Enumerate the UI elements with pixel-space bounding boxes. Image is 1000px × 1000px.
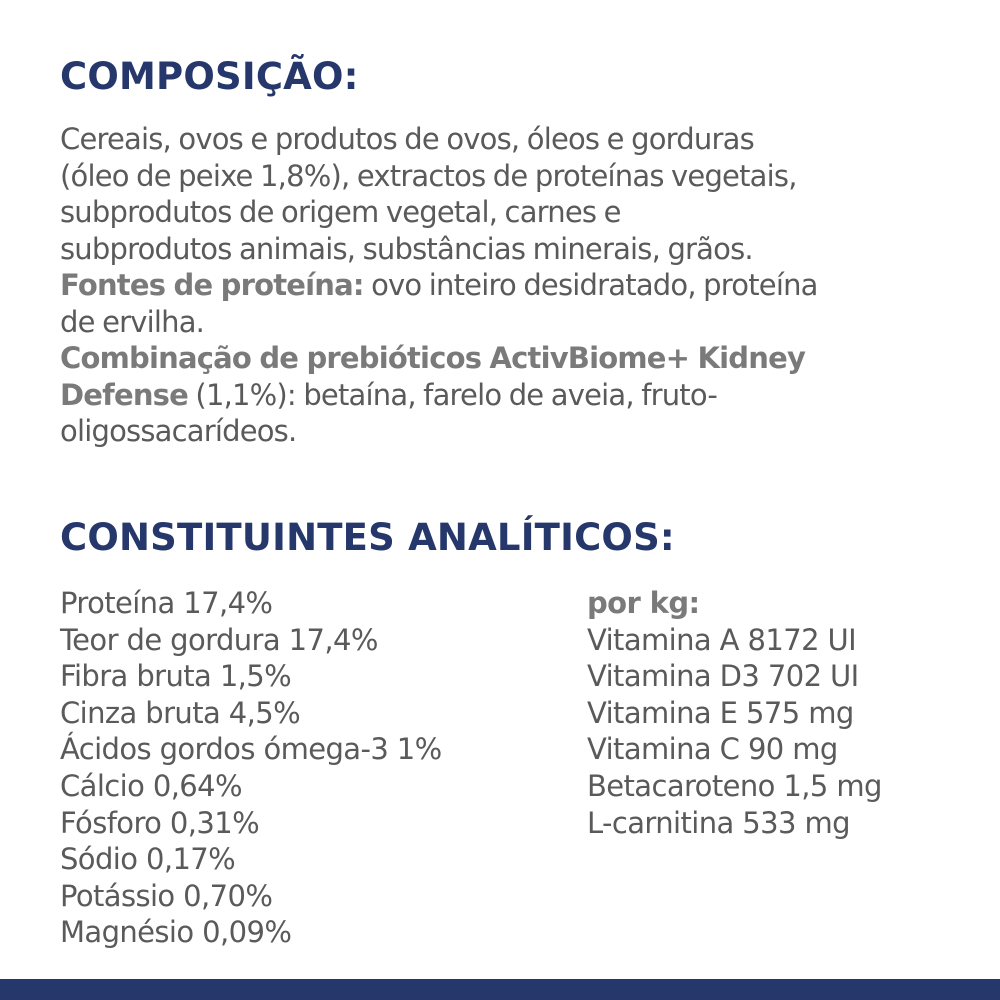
list-item: Cálcio 0,64%: [60, 768, 242, 803]
composition-heading: COMPOSIÇÃO:: [60, 55, 359, 98]
protein-sources-line: [60, 267, 980, 304]
list-item: Cinza bruta 4,5%: [60, 695, 301, 730]
list-item: Fósforo 0,31%: [60, 805, 260, 840]
prebiotic-label: Combinação de prebióticos ActivBiome+ Kidney: [60, 341, 806, 375]
prebiotic-label: Defense: [60, 377, 189, 412]
analytic-constituents-list: [60, 585, 442, 951]
list-item: Sódio 0,17%: [60, 842, 236, 877]
list-item: Vitamina D3 702 UI: [587, 659, 859, 694]
prebiotic-line: [60, 377, 980, 414]
list-item: L-carnitina 533 mg: [587, 805, 850, 840]
list-item: Vitamina E 575 mg: [587, 695, 854, 730]
list-item: Magnésio 0,09%: [60, 915, 292, 950]
composition-text: [60, 121, 980, 450]
list-item: Fibra bruta 1,5%: [60, 659, 292, 694]
per-kg-label: por kg:: [587, 586, 700, 620]
footer-bar: [0, 979, 1000, 1000]
protein-sources-line: de ervilha.: [60, 304, 205, 339]
list-item: Teor de gordura 17,4%: [60, 622, 378, 657]
list-item: Ácidos gordos ómega-3 1%: [60, 732, 442, 767]
protein-sources-label: Fontes de proteína:: [60, 268, 364, 302]
prebiotic-text: (1,1%): betaína, farelo de aveia, fruto-: [188, 377, 718, 412]
composition-line: Cereais, ovos e produtos de ovos, óleos e gorduras: [60, 122, 754, 156]
protein-sources-text: ovo inteiro desidratado, proteína: [363, 268, 818, 302]
list-item: Vitamina C 90 mg: [587, 732, 838, 767]
list-item: Vitamina A 8172 UI: [587, 622, 857, 657]
list-item: Potássio 0,70%: [60, 878, 273, 913]
composition-line: subprodutos animais, substâncias minerais, grãos.: [60, 231, 753, 266]
prebiotic-line: oligossacarídeos.: [60, 414, 297, 448]
composition-line: (óleo de peixe 1,8%), extractos de proteínas vegetais,: [60, 158, 797, 193]
composition-line: subprodutos de origem vegetal, carnes e: [60, 195, 621, 229]
additives-per-kg-list: [587, 585, 882, 841]
analytic-heading: CONSTITUINTES ANALÍTICOS:: [60, 516, 675, 559]
list-item: Proteína 17,4%: [60, 586, 273, 620]
list-item: Betacaroteno 1,5 mg: [587, 768, 882, 803]
